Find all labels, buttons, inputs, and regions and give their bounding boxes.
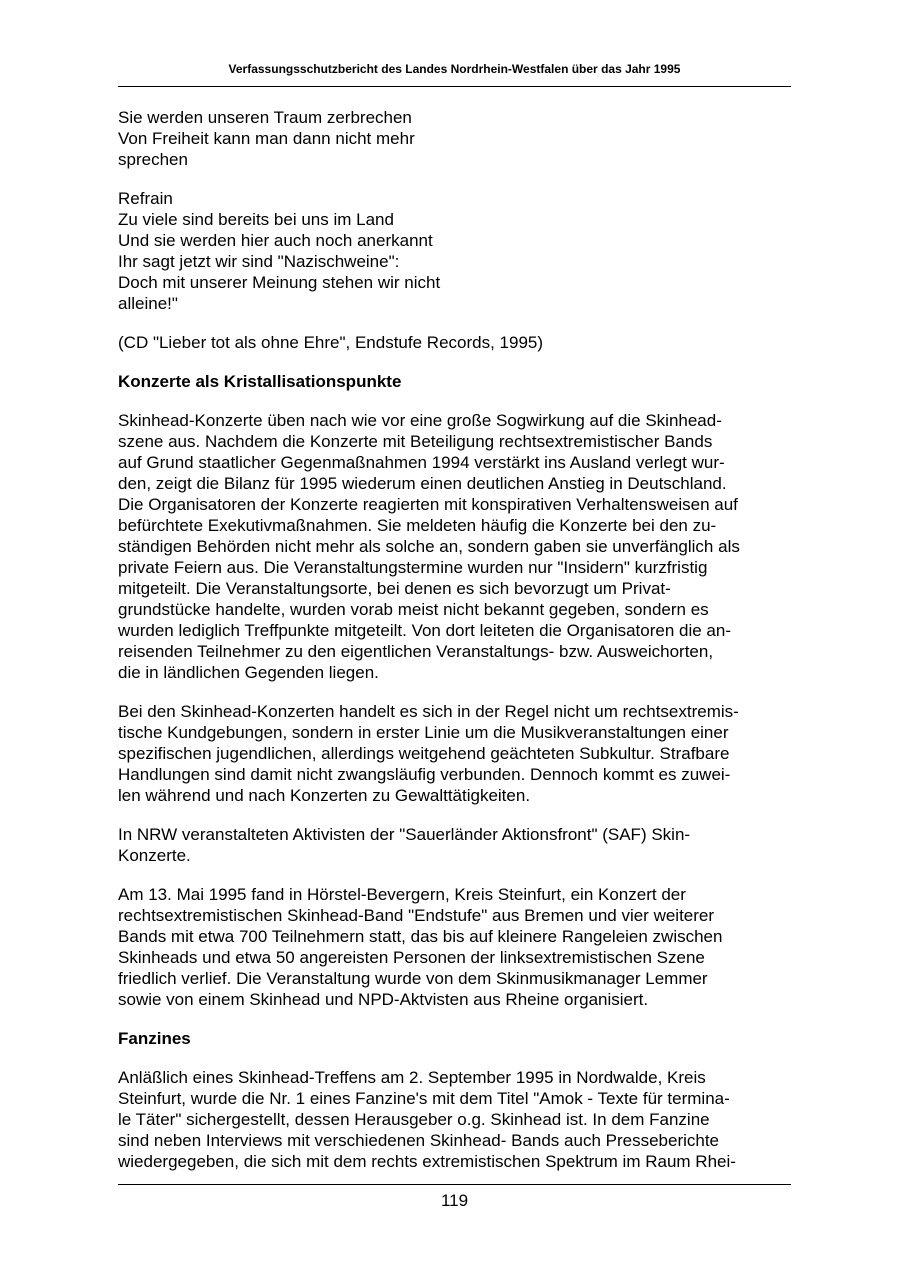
lyric-line: alleine!" — [118, 294, 178, 313]
footer-rule — [118, 1184, 791, 1185]
section-heading-concerts: Konzerte als Kristallisationspunkte — [118, 372, 402, 391]
paragraph-concerts-4 — [118, 884, 791, 1010]
text-line: reisenden Teilnehmer zu den eigentlichen Veranstaltungs- bzw. Ausweichorten, — [118, 642, 714, 661]
text-line: friedlich verlief. Die Veranstaltung wurde von dem Skinmusikmanager Lemmer — [118, 969, 708, 988]
lyric-line: Sie werden unseren Traum zerbrechen — [118, 108, 412, 127]
running-header: Verfassungsschutzbericht des Landes Nordrhein-Westfalen über das Jahr 1995 — [228, 62, 681, 76]
lyric-line: Zu viele sind bereits bei uns im Land — [118, 210, 394, 229]
text-line: len während und nach Konzerten zu Gewalttätigkeiten. — [118, 786, 531, 805]
text-line: Bands mit etwa 700 Teilnehmern statt, das bis auf kleinere Rangeleien zwischen — [118, 927, 723, 946]
text-line: Steinfurt, wurde die Nr. 1 eines Fanzine's mit dem Titel "Amok - Texte für termina- — [118, 1089, 730, 1108]
lyric-line: Refrain — [118, 189, 173, 208]
text-line: szene aus. Nachdem die Konzerte mit Beteiligung rechtsextremistischer Bands — [118, 432, 713, 451]
text-line: tische Kundgebungen, sondern in erster Linie um die Musikveranstaltungen einer — [118, 723, 729, 742]
text-line: In NRW veranstalteten Aktivisten der "Sauerländer Aktionsfront" (SAF) Skin- — [118, 825, 691, 844]
lyric-line: Und sie werden hier auch noch anerkannt — [118, 231, 433, 250]
lyric-line: Von Freiheit kann man dann nicht mehr — [118, 129, 415, 148]
paragraph-concerts-1 — [118, 410, 791, 683]
text-line: Konzerte. — [118, 846, 191, 865]
lyric-line: sprechen — [118, 150, 188, 169]
text-line: le Täter" sichergestellt, dessen Herausgeber o.g. Skinhead ist. In dem Fanzine — [118, 1110, 710, 1129]
paragraph-concerts-3 — [118, 824, 791, 866]
text-line: rechtsextremistischen Skinhead-Band "Endstufe" aus Bremen und vier weiterer — [118, 906, 715, 925]
text-line: Die Organisatoren der Konzerte reagierten mit konspirativen Verhaltensweisen auf — [118, 495, 738, 514]
source-citation: (CD "Lieber tot als ohne Ehre", Endstufe Records, 1995) — [118, 333, 544, 352]
paragraph-fanzines-1 — [118, 1067, 791, 1172]
section-heading-fanzines: Fanzines — [118, 1029, 191, 1048]
lyrics-stanza-2 — [118, 188, 791, 314]
text-line: ständigen Behörden nicht mehr als solche an, sondern gaben sie unverfänglich als — [118, 537, 740, 556]
text-line: den, zeigt die Bilanz für 1995 wiederum einen deutlichen Anstieg in Deutschland. — [118, 474, 727, 493]
header-rule — [118, 86, 791, 87]
text-line: befürchtete Exekutivmaßnahmen. Sie meldeten häufig die Konzerte bei den zu- — [118, 516, 717, 535]
text-line: die in ländlichen Gegenden liegen. — [118, 663, 379, 682]
text-line: Bei den Skinhead-Konzerten handelt es sich in der Regel nicht um rechtsextremis- — [118, 702, 739, 721]
lyrics-stanza-1 — [118, 107, 791, 170]
text-line: wurden lediglich Treffpunkte mitgeteilt. Von dort leiteten die Organisatoren die an- — [118, 621, 731, 640]
paragraph-concerts-2 — [118, 701, 791, 806]
text-line: auf Grund staatlicher Gegenmaßnahmen 1994 verstärkt ins Ausland verlegt wur- — [118, 453, 725, 472]
text-line: spezifischen jugendlichen, allerdings weitgehend geächteten Subkultur. Strafbare — [118, 744, 730, 763]
text-line: Skinheads und etwa 50 angereisten Personen der linksextremistischen Szene — [118, 948, 705, 967]
text-line: Skinhead-Konzerte üben nach wie vor eine große Sogwirkung auf die Skinhead- — [118, 411, 722, 430]
text-line: Handlungen sind damit nicht zwangsläufig verbunden. Dennoch kommt es zuwei- — [118, 765, 731, 784]
text-line: sind neben Interviews mit verschiedenen Skinhead- Bands auch Presseberichte — [118, 1131, 720, 1150]
text-line: sowie von einem Skinhead und NPD-Aktvisten aus Rheine organisiert. — [118, 990, 649, 1009]
text-line: wiedergegeben, die sich mit dem rechts extremistischen Spektrum im Raum Rhei- — [118, 1152, 736, 1171]
lyric-line: Doch mit unserer Meinung stehen wir nicht — [118, 273, 441, 292]
page-body — [118, 107, 791, 1190]
text-line: grundstücke handelte, wurden vorab meist nicht bekannt gegeben, sondern es — [118, 600, 709, 619]
text-line: Am 13. Mai 1995 fand in Hörstel-Bevergern, Kreis Steinfurt, ein Konzert der — [118, 885, 686, 904]
page-number: 119 — [440, 1191, 469, 1210]
text-line: mitgeteilt. Die Veranstaltungsorte, bei denen es sich bevorzugt um Privat- — [118, 579, 671, 598]
text-line: private Feiern aus. Die Veranstaltungstermine wurden nur "Insidern" kurzfristig — [118, 558, 708, 577]
text-line: Anläßlich eines Skinhead-Treffens am 2. September 1995 in Nordwalde, Kreis — [118, 1068, 706, 1087]
lyric-line: Ihr sagt jetzt wir sind "Nazischweine": — [118, 252, 400, 271]
